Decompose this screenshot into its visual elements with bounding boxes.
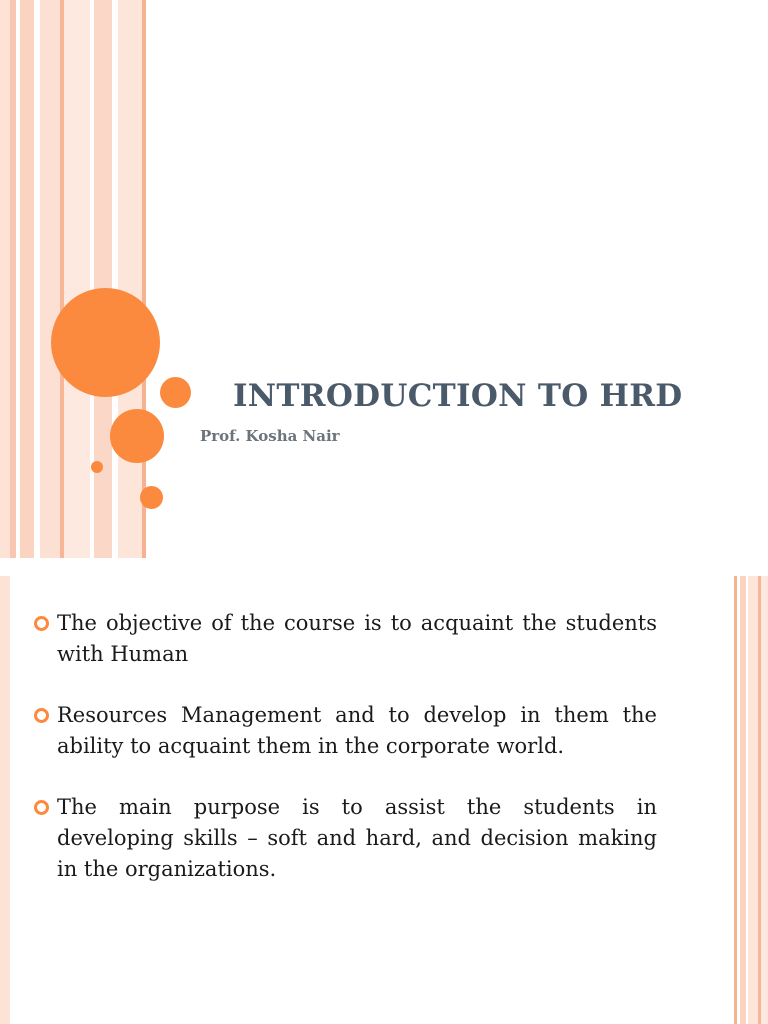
ring-bullet-icon [34,708,49,723]
decorative-circle-small [160,377,191,408]
slide-title: INTRODUCTION TO HRD [233,378,683,414]
bullet-list [34,608,657,915]
list-item [34,700,657,762]
ring-bullet-icon [34,616,49,631]
decorative-circle-small [140,486,163,509]
decorative-circle-medium [110,409,164,463]
list-item [34,608,657,670]
decorative-circle-large [51,288,160,397]
list-item [34,792,657,885]
decorative-stripe-left [0,576,10,1024]
decorative-circle-tiny [91,461,103,473]
bullet-text: Resources Management and to develop in them the ability to acquaint them in the corporate world. [57,703,657,758]
slide-separator [0,558,768,576]
ring-bullet-icon [34,800,49,815]
bullet-text: The main purpose is to assist the students in developing skills – soft and hard, and decision making in the organizations. [57,795,657,881]
decorative-stripes-left [0,0,150,576]
content-slide [0,576,768,1024]
bullet-text: The objective of the course is to acquaint the students with Human [57,611,657,666]
slide-subtitle: Prof. Kosha Nair [200,427,340,445]
decorative-stripes-right [734,576,768,1024]
